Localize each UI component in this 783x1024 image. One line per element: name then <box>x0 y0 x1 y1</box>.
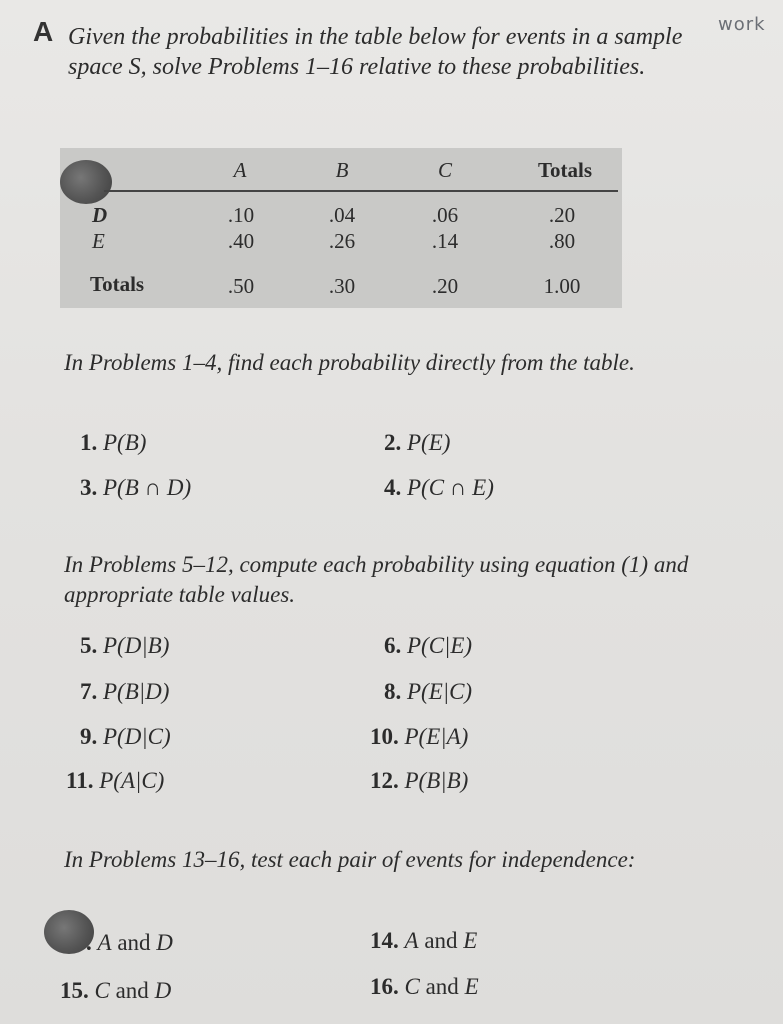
instruction-problems-13-16: In Problems 13–16, test each pair of events for independence: <box>64 847 636 872</box>
section-letter: A <box>33 16 54 47</box>
row-label-d: D <box>92 203 108 227</box>
problem-8: 8. P(E|C) <box>384 679 473 704</box>
problem-2: 2. P(E) <box>384 430 451 455</box>
instruction-problems-1-4: In Problems 1–4, find each probability directly from the table. <box>64 350 635 375</box>
problem-12: 12. P(B|B) <box>370 768 469 793</box>
total-b: .30 <box>328 274 356 298</box>
total-grand: 1.00 <box>543 274 581 298</box>
problem-15: 15. C and D <box>60 978 172 1003</box>
problem-3: 3. P(B ∩ D) <box>80 475 192 500</box>
intro-text: Given the probabilities in the table below for events in a sample space S, solve Problems 1–16 relative to these probabilities. <box>68 24 683 80</box>
cell-d-total: .20 <box>548 203 576 227</box>
row-label-e: E <box>92 229 105 253</box>
cell-d-a: .10 <box>227 203 255 227</box>
problem-11: 11. P(A|C) <box>66 768 165 793</box>
cell-d-c: .06 <box>431 203 459 227</box>
problem-7: 7. P(B|D) <box>80 679 170 704</box>
problem-5: 5. P(D|B) <box>80 633 170 658</box>
cell-d-b: .04 <box>328 203 356 227</box>
cell-e-c: .14 <box>431 229 459 253</box>
header-c: C <box>437 158 452 182</box>
handwritten-note: work <box>718 14 766 35</box>
instruction-problems-5-12: In Problems 5–12, compute each probability using equation (1) and appropriate table values. <box>64 552 689 607</box>
cell-e-b: .26 <box>328 229 356 253</box>
problem-16: 16. C and E <box>370 974 479 999</box>
cell-e-total: .80 <box>548 229 576 253</box>
problem-1: 1. P(B) <box>80 430 147 455</box>
problem-10: 10. P(E|A) <box>370 724 469 749</box>
header-totals: Totals <box>537 158 593 182</box>
problem-6: 6. P(C|E) <box>384 633 473 658</box>
problem-14: 14. A and E <box>370 928 478 953</box>
header-b: B <box>335 158 349 182</box>
header-a: A <box>233 158 247 182</box>
total-a: .50 <box>227 274 255 298</box>
total-c: .20 <box>431 274 459 298</box>
table-header-rule <box>104 190 618 192</box>
ink-blot <box>60 160 112 204</box>
problem-13: . A and D <box>86 930 173 955</box>
totals-label: Totals <box>90 272 145 296</box>
problem-4: 4. P(C ∩ E) <box>384 475 494 500</box>
problem-9: 9. P(D|C) <box>80 724 171 749</box>
cell-e-a: .40 <box>227 229 255 253</box>
